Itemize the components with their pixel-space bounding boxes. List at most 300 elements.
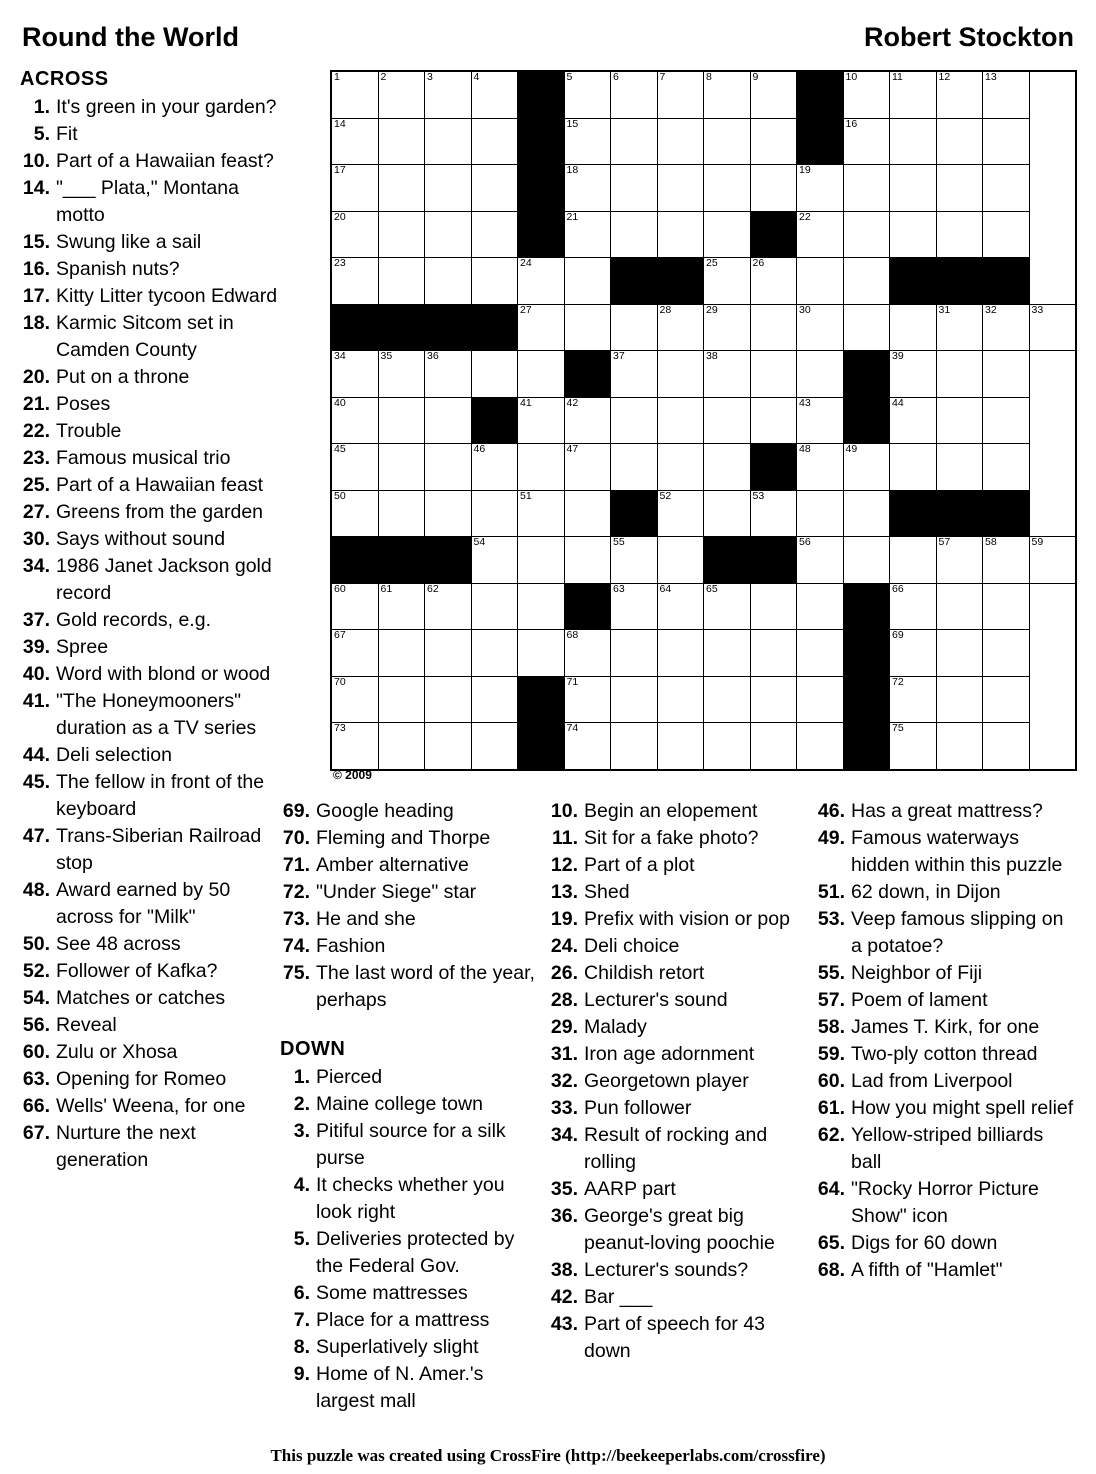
grid-cell[interactable] xyxy=(983,165,1030,212)
down-clue-text: Part of a plot xyxy=(584,854,695,876)
down-clue[interactable] xyxy=(815,1014,1077,1041)
down-clue[interactable] xyxy=(815,1257,1077,1284)
down-clue-text: Pitiful source for a silk purse xyxy=(316,1120,506,1169)
grid-cell[interactable] xyxy=(564,165,611,212)
down-clue[interactable] xyxy=(815,1068,1077,1095)
grid-cell[interactable] xyxy=(750,258,797,305)
grid-cell[interactable] xyxy=(1029,537,1076,584)
grid-cell[interactable] xyxy=(704,583,751,630)
grid-cell[interactable] xyxy=(378,723,425,770)
grid-cell[interactable] xyxy=(797,165,844,212)
grid-cell[interactable] xyxy=(750,630,797,677)
grid-cell[interactable] xyxy=(471,630,518,677)
grid-cell[interactable] xyxy=(611,583,658,630)
grid-cell[interactable] xyxy=(750,304,797,351)
grid-cell[interactable] xyxy=(611,71,658,118)
down-clue[interactable] xyxy=(280,1091,542,1118)
across-clue[interactable] xyxy=(20,823,278,877)
grid-cell[interactable] xyxy=(936,676,983,723)
down-clue[interactable] xyxy=(815,798,1077,825)
across-clue-number: 69. xyxy=(282,800,310,822)
grid-cell[interactable] xyxy=(425,258,472,305)
grid-cell[interactable] xyxy=(704,444,751,491)
down-clue[interactable] xyxy=(548,852,810,879)
across-clue[interactable] xyxy=(20,769,278,823)
grid-cell[interactable] xyxy=(983,723,1030,770)
grid-cell[interactable] xyxy=(518,397,565,444)
across-clue[interactable] xyxy=(20,1066,278,1093)
grid-cell[interactable] xyxy=(425,490,472,537)
grid-cell[interactable] xyxy=(657,304,704,351)
grid-cell[interactable] xyxy=(564,258,611,305)
down-clue[interactable] xyxy=(815,879,1077,906)
grid-cell[interactable] xyxy=(890,537,937,584)
across-clue-text: "Under Siege" star xyxy=(316,881,477,903)
down-clue[interactable] xyxy=(548,906,810,933)
across-clue[interactable] xyxy=(280,960,542,1014)
grid-cell[interactable] xyxy=(378,397,425,444)
across-clue[interactable] xyxy=(20,499,278,526)
across-clue[interactable] xyxy=(20,283,278,310)
grid-cell[interactable] xyxy=(983,118,1030,165)
grid-cell[interactable] xyxy=(564,397,611,444)
grid-cell[interactable] xyxy=(890,444,937,491)
grid-cell[interactable] xyxy=(750,351,797,398)
grid-cell[interactable] xyxy=(518,444,565,491)
grid-cell[interactable] xyxy=(331,676,378,723)
grid-cell[interactable] xyxy=(611,537,658,584)
grid-cell[interactable] xyxy=(425,118,472,165)
down-clue[interactable] xyxy=(548,960,810,987)
grid-cell[interactable] xyxy=(518,258,565,305)
down-clue[interactable] xyxy=(280,1118,542,1172)
grid-cell-number: 26 xyxy=(752,257,765,269)
grid-cell[interactable] xyxy=(657,165,704,212)
grid-cell[interactable] xyxy=(564,118,611,165)
grid-cell[interactable] xyxy=(471,583,518,630)
grid-cell[interactable] xyxy=(936,630,983,677)
grid-cell[interactable] xyxy=(564,537,611,584)
down-clue[interactable] xyxy=(280,1280,542,1307)
grid-cell[interactable] xyxy=(797,676,844,723)
down-clue[interactable] xyxy=(815,1122,1077,1176)
grid-cell[interactable] xyxy=(936,71,983,118)
grid-cell[interactable] xyxy=(983,583,1030,630)
grid-cell[interactable] xyxy=(378,258,425,305)
grid-cell-number: 3 xyxy=(427,71,433,83)
grid-cell[interactable] xyxy=(471,676,518,723)
grid-cell[interactable] xyxy=(936,583,983,630)
grid-cell[interactable] xyxy=(983,351,1030,398)
grid-cell[interactable] xyxy=(657,630,704,677)
grid-cell[interactable] xyxy=(890,630,937,677)
across-clue[interactable] xyxy=(20,121,278,148)
grid-cell[interactable] xyxy=(518,583,565,630)
grid-cell[interactable] xyxy=(518,537,565,584)
across-clue[interactable] xyxy=(20,688,278,742)
grid-cell[interactable] xyxy=(331,258,378,305)
grid-cell-block xyxy=(843,630,890,677)
across-clue[interactable] xyxy=(20,256,278,283)
down-clue[interactable] xyxy=(548,933,810,960)
across-clue[interactable] xyxy=(280,798,542,825)
grid-cell[interactable] xyxy=(983,537,1030,584)
across-clue-text: Spanish nuts? xyxy=(56,258,180,280)
down-clue[interactable] xyxy=(815,1176,1077,1230)
grid-cell[interactable] xyxy=(797,583,844,630)
grid-cell[interactable] xyxy=(331,211,378,258)
grid-cell[interactable] xyxy=(797,490,844,537)
grid-cell[interactable] xyxy=(936,118,983,165)
grid-cell[interactable] xyxy=(518,351,565,398)
grid-cell[interactable] xyxy=(704,165,751,212)
grid-cell[interactable] xyxy=(611,118,658,165)
grid-cell[interactable] xyxy=(704,676,751,723)
grid-cell[interactable] xyxy=(983,444,1030,491)
grid-cell[interactable] xyxy=(750,723,797,770)
grid-cell[interactable] xyxy=(843,490,890,537)
grid-cell[interactable] xyxy=(750,118,797,165)
grid-cell[interactable] xyxy=(704,490,751,537)
across-clue[interactable] xyxy=(20,1120,278,1174)
across-clue[interactable] xyxy=(20,364,278,391)
grid-cell[interactable] xyxy=(1029,304,1076,351)
across-clue-number: 45. xyxy=(22,771,50,793)
grid-cell[interactable] xyxy=(378,165,425,212)
grid-cell[interactable] xyxy=(471,71,518,118)
down-clue[interactable] xyxy=(280,1361,542,1415)
grid-cell[interactable] xyxy=(331,630,378,677)
grid-cell[interactable] xyxy=(843,444,890,491)
down-clue-text: Prefix with vision or pop xyxy=(584,908,790,930)
grid-cell[interactable] xyxy=(611,211,658,258)
across-clue[interactable] xyxy=(20,958,278,985)
grid-cell[interactable] xyxy=(564,676,611,723)
down-clue[interactable] xyxy=(815,987,1077,1014)
grid-cell[interactable] xyxy=(611,397,658,444)
grid-cell[interactable] xyxy=(890,71,937,118)
grid-cell[interactable] xyxy=(936,397,983,444)
grid-cell[interactable] xyxy=(750,71,797,118)
grid-cell[interactable] xyxy=(704,351,751,398)
grid-cell[interactable] xyxy=(471,537,518,584)
down-clue-number: 53. xyxy=(817,908,845,930)
grid-cell[interactable] xyxy=(378,490,425,537)
grid-cell[interactable] xyxy=(843,165,890,212)
grid-cell[interactable] xyxy=(657,118,704,165)
grid-cell[interactable] xyxy=(750,490,797,537)
grid-cell[interactable] xyxy=(471,118,518,165)
grid-cell[interactable] xyxy=(378,351,425,398)
across-clue[interactable] xyxy=(20,229,278,256)
grid-cell[interactable] xyxy=(797,304,844,351)
down-clue[interactable] xyxy=(548,1041,810,1068)
grid-cell[interactable] xyxy=(331,71,378,118)
grid-cell[interactable] xyxy=(378,583,425,630)
across-clue[interactable] xyxy=(20,1039,278,1066)
grid-cell[interactable] xyxy=(936,211,983,258)
across-clue[interactable] xyxy=(20,472,278,499)
grid-cell[interactable] xyxy=(471,444,518,491)
grid-cell[interactable] xyxy=(611,676,658,723)
grid-cell[interactable] xyxy=(564,630,611,677)
grid-cell[interactable] xyxy=(564,71,611,118)
grid-cell[interactable] xyxy=(611,630,658,677)
down-clue[interactable] xyxy=(548,798,810,825)
grid-cell[interactable] xyxy=(331,165,378,212)
grid-cell[interactable] xyxy=(890,397,937,444)
down-clue-text: Has a great mattress? xyxy=(851,800,1043,822)
grid-cell[interactable] xyxy=(704,71,751,118)
grid-cell[interactable] xyxy=(797,351,844,398)
grid-cell[interactable] xyxy=(750,676,797,723)
grid-cell[interactable] xyxy=(331,490,378,537)
grid-cell[interactable] xyxy=(843,211,890,258)
across-clue[interactable] xyxy=(20,391,278,418)
grid-cell[interactable] xyxy=(983,304,1030,351)
down-clue[interactable] xyxy=(280,1226,542,1280)
grid-cell[interactable] xyxy=(890,165,937,212)
across-clue[interactable] xyxy=(20,607,278,634)
grid-cell[interactable] xyxy=(797,537,844,584)
grid-cell[interactable] xyxy=(657,676,704,723)
grid-cell-block xyxy=(936,258,983,305)
grid-cell[interactable] xyxy=(936,304,983,351)
grid-cell[interactable] xyxy=(471,723,518,770)
grid-cell[interactable] xyxy=(890,723,937,770)
down-clue[interactable] xyxy=(548,1257,810,1284)
across-clue[interactable] xyxy=(20,310,278,364)
across-clue[interactable] xyxy=(280,852,542,879)
grid-cell[interactable] xyxy=(797,211,844,258)
grid-cell[interactable] xyxy=(425,165,472,212)
grid-cell[interactable] xyxy=(704,304,751,351)
grid-cell[interactable] xyxy=(425,397,472,444)
across-clue[interactable] xyxy=(20,526,278,553)
down-clue[interactable] xyxy=(815,960,1077,987)
grid-cell[interactable] xyxy=(378,71,425,118)
down-clue[interactable] xyxy=(548,825,810,852)
down-clue[interactable] xyxy=(815,906,1077,960)
down-clue[interactable] xyxy=(280,1172,542,1226)
down-clue[interactable] xyxy=(548,1122,810,1176)
down-clue[interactable] xyxy=(548,1203,810,1257)
grid-cell[interactable] xyxy=(564,723,611,770)
grid-cell[interactable] xyxy=(983,211,1030,258)
grid-cell[interactable] xyxy=(425,583,472,630)
down-clue[interactable] xyxy=(548,1176,810,1203)
grid-cell[interactable] xyxy=(750,583,797,630)
grid-table[interactable] xyxy=(330,70,1077,771)
grid-cell[interactable] xyxy=(425,630,472,677)
down-clue[interactable] xyxy=(815,1095,1077,1122)
grid-cell[interactable] xyxy=(704,723,751,770)
down-clue-number: 62. xyxy=(817,1124,845,1146)
across-clue[interactable] xyxy=(20,931,278,958)
crossword-grid[interactable] xyxy=(330,70,1077,771)
grid-cell[interactable] xyxy=(471,165,518,212)
down-clue-number: 2. xyxy=(293,1093,310,1115)
grid-cell[interactable] xyxy=(657,723,704,770)
grid-cell[interactable] xyxy=(471,211,518,258)
grid-cell[interactable] xyxy=(890,211,937,258)
grid-cell-number: 4 xyxy=(473,71,480,83)
grid-cell[interactable] xyxy=(797,630,844,677)
down-clue[interactable] xyxy=(280,1064,542,1091)
down-clue[interactable] xyxy=(815,825,1077,879)
grid-cell[interactable] xyxy=(936,351,983,398)
grid-cell[interactable] xyxy=(890,676,937,723)
grid-cell[interactable] xyxy=(890,351,937,398)
grid-cell[interactable] xyxy=(611,304,658,351)
grid-cell[interactable] xyxy=(331,397,378,444)
down-clue[interactable] xyxy=(280,1307,542,1334)
grid-cell[interactable] xyxy=(843,304,890,351)
grid-cell[interactable] xyxy=(378,630,425,677)
down-clue[interactable] xyxy=(548,1068,810,1095)
grid-cell-number: 37 xyxy=(613,350,625,362)
across-clue[interactable] xyxy=(20,985,278,1012)
down-clue-number: 35. xyxy=(550,1178,578,1200)
grid-cell[interactable] xyxy=(750,397,797,444)
across-clue[interactable] xyxy=(20,175,278,229)
across-clue[interactable] xyxy=(280,825,542,852)
grid-cell[interactable] xyxy=(797,723,844,770)
grid-cell[interactable] xyxy=(657,397,704,444)
across-clue-text: Fit xyxy=(56,123,78,145)
down-clue[interactable] xyxy=(815,1230,1077,1257)
grid-cell[interactable] xyxy=(331,583,378,630)
across-clue[interactable] xyxy=(20,418,278,445)
grid-cell[interactable] xyxy=(564,444,611,491)
grid-cell[interactable] xyxy=(983,71,1030,118)
grid-cell[interactable] xyxy=(331,723,378,770)
across-clue-text: Word with blond or wood xyxy=(56,663,271,685)
grid-cell[interactable] xyxy=(936,537,983,584)
across-clue[interactable] xyxy=(20,1093,278,1120)
grid-cell-number: 44 xyxy=(892,396,904,409)
grid-cell[interactable] xyxy=(611,444,658,491)
grid-cell[interactable] xyxy=(564,490,611,537)
down-clue[interactable] xyxy=(548,1284,810,1311)
grid-cell[interactable] xyxy=(843,258,890,305)
across-clue[interactable] xyxy=(20,445,278,472)
grid-cell[interactable] xyxy=(983,397,1030,444)
grid-cell-number: 7 xyxy=(659,71,666,83)
down-clue[interactable] xyxy=(548,987,810,1014)
grid-cell[interactable] xyxy=(425,71,472,118)
grid-cell[interactable] xyxy=(657,351,704,398)
grid-cell[interactable] xyxy=(657,490,704,537)
grid-cell[interactable] xyxy=(657,444,704,491)
grid-cell[interactable] xyxy=(657,71,704,118)
across-clue[interactable] xyxy=(20,553,278,607)
across-clue[interactable] xyxy=(280,906,542,933)
down-clue[interactable] xyxy=(548,1311,810,1365)
down-clue-text: "Rocky Horror Picture Show" icon xyxy=(851,1178,1039,1227)
across-clue[interactable] xyxy=(20,877,278,931)
grid-cell[interactable] xyxy=(983,676,1030,723)
grid-cell[interactable] xyxy=(425,723,472,770)
grid-cell[interactable] xyxy=(378,211,425,258)
grid-cell[interactable] xyxy=(378,444,425,491)
grid-cell[interactable] xyxy=(890,118,937,165)
across-clue[interactable] xyxy=(20,742,278,769)
grid-cell[interactable] xyxy=(843,537,890,584)
down-clue[interactable] xyxy=(548,879,810,906)
grid-cell[interactable] xyxy=(611,351,658,398)
across-clue[interactable] xyxy=(20,94,278,121)
grid-cell[interactable] xyxy=(797,444,844,491)
grid-cell[interactable] xyxy=(471,258,518,305)
across-clue[interactable] xyxy=(20,1012,278,1039)
grid-cell[interactable] xyxy=(890,304,937,351)
grid-cell[interactable] xyxy=(657,211,704,258)
grid-cell[interactable] xyxy=(518,304,565,351)
grid-cell[interactable] xyxy=(471,490,518,537)
grid-cell[interactable] xyxy=(704,211,751,258)
grid-cell[interactable] xyxy=(704,258,751,305)
across-clue[interactable] xyxy=(280,933,542,960)
grid-cell[interactable] xyxy=(936,723,983,770)
grid-cell[interactable] xyxy=(704,397,751,444)
grid-cell[interactable] xyxy=(704,118,751,165)
grid-cell[interactable] xyxy=(471,351,518,398)
across-clue[interactable] xyxy=(280,879,542,906)
grid-cell[interactable] xyxy=(331,118,378,165)
grid-cell[interactable] xyxy=(983,630,1030,677)
grid-cell[interactable] xyxy=(611,723,658,770)
grid-cell[interactable] xyxy=(518,490,565,537)
grid-cell[interactable] xyxy=(843,118,890,165)
grid-cell[interactable] xyxy=(657,583,704,630)
across-clue[interactable] xyxy=(20,148,278,175)
down-clue[interactable] xyxy=(815,1041,1077,1068)
grid-cell[interactable] xyxy=(331,444,378,491)
across-clue[interactable] xyxy=(20,661,278,688)
grid-cell-number: 24 xyxy=(520,257,532,269)
grid-cell[interactable] xyxy=(564,211,611,258)
grid-cell[interactable] xyxy=(797,397,844,444)
down-clue[interactable] xyxy=(548,1014,810,1041)
grid-cell[interactable] xyxy=(657,537,704,584)
grid-cell[interactable] xyxy=(378,118,425,165)
grid-cell[interactable] xyxy=(378,676,425,723)
across-clue[interactable] xyxy=(20,634,278,661)
across-clue-number: 16. xyxy=(22,258,50,280)
across-clue-text: Matches or catches xyxy=(56,987,226,1009)
grid-cell[interactable] xyxy=(936,444,983,491)
grid-cell[interactable] xyxy=(425,351,472,398)
grid-cell[interactable] xyxy=(518,630,565,677)
grid-cell-block xyxy=(983,490,1030,537)
down-clue-number: 36. xyxy=(550,1205,578,1227)
grid-cell[interactable] xyxy=(797,258,844,305)
grid-cell[interactable] xyxy=(611,165,658,212)
grid-cell[interactable] xyxy=(425,676,472,723)
grid-cell[interactable] xyxy=(564,304,611,351)
grid-cell[interactable] xyxy=(936,165,983,212)
grid-cell[interactable] xyxy=(890,583,937,630)
grid-cell[interactable] xyxy=(704,630,751,677)
grid-cell[interactable] xyxy=(843,71,890,118)
grid-cell[interactable] xyxy=(331,351,378,398)
down-clue[interactable] xyxy=(548,1095,810,1122)
grid-cell[interactable] xyxy=(750,165,797,212)
grid-cell[interactable] xyxy=(425,444,472,491)
down-clue[interactable] xyxy=(280,1334,542,1361)
grid-cell[interactable] xyxy=(425,211,472,258)
